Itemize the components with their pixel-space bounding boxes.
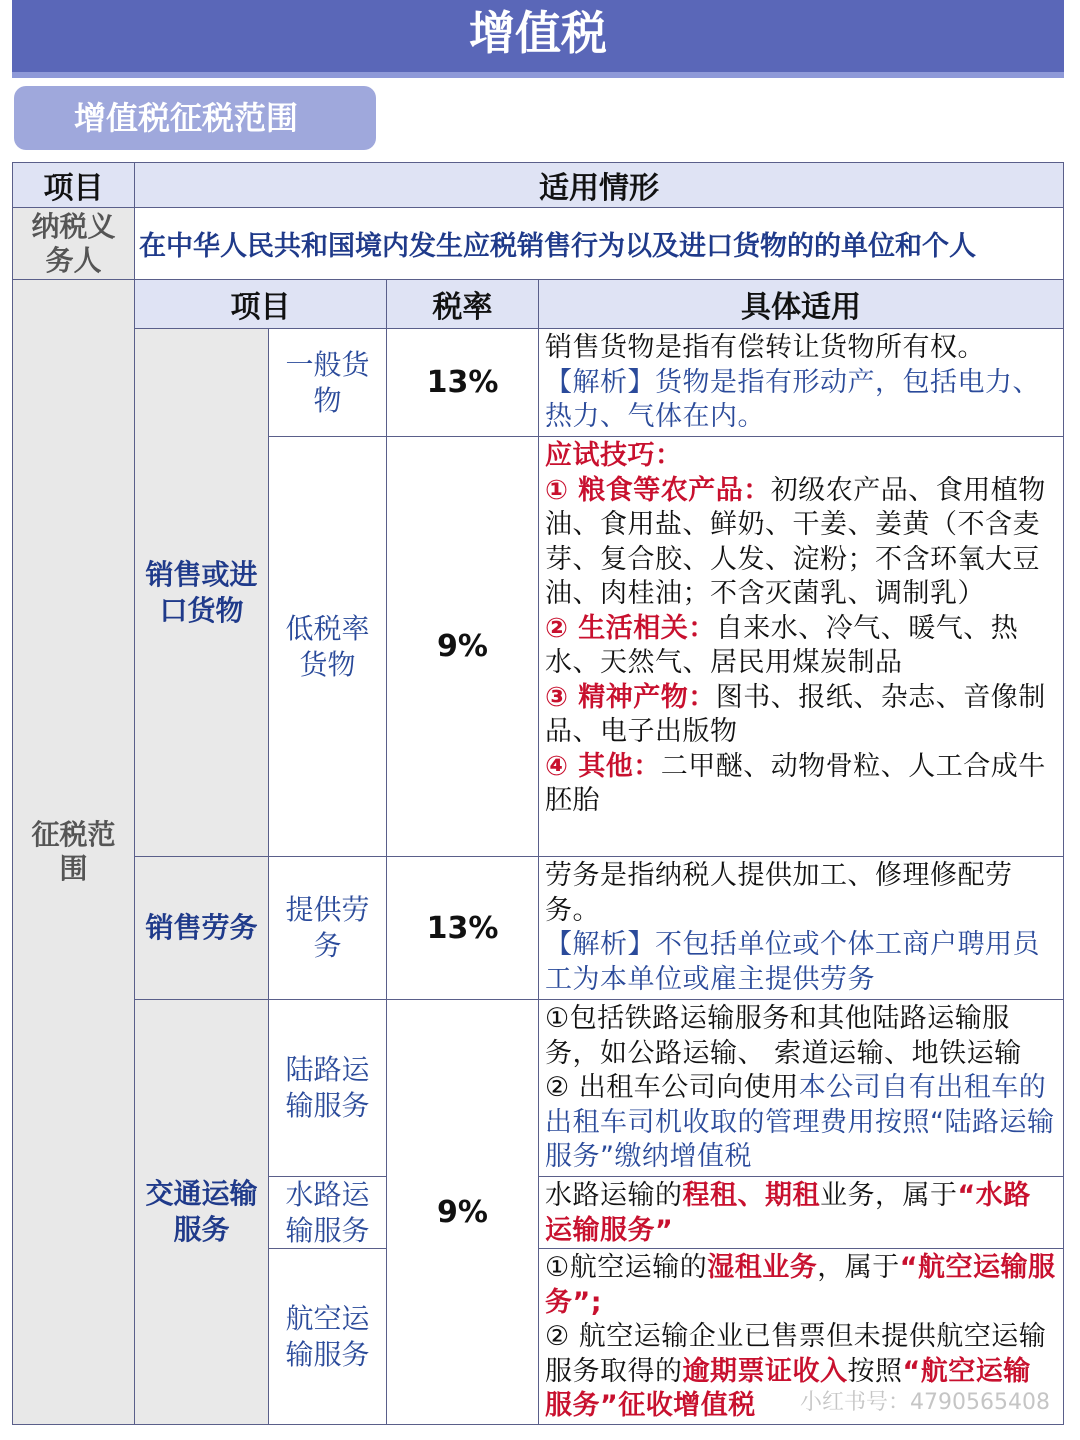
water-t1: 水路运输的 <box>545 1180 683 1211</box>
air-b4: “航空运输服务”征收增值税 <box>545 1355 1031 1421</box>
page-title: 增值税 <box>12 0 1064 78</box>
rate-low-rate-goods: 9% <box>386 436 539 857</box>
item2-text: 自来水、冷气、暖气、热水、天然气、居民用煤炭制品 <box>545 612 1019 678</box>
watermark: 小红书号：4790565408 <box>800 1390 1050 1415</box>
item1-title: ① 粮食等农产品： <box>545 474 771 506</box>
header-item: 项目 <box>12 162 135 208</box>
detail-labor <box>538 856 1064 1000</box>
detail-land-transport <box>538 999 1064 1177</box>
rate-transport: 9% <box>386 999 539 1425</box>
section-title: 增值税征税范围 <box>14 86 376 150</box>
header-situation: 适用情形 <box>134 162 1064 208</box>
subheader-detail: 具体适用 <box>538 279 1064 329</box>
rate-labor: 13% <box>386 856 539 1000</box>
water-t4: “水路运输服务” <box>545 1180 1031 1246</box>
detail-low-rate-goods <box>538 436 1064 857</box>
rate-general-goods: 13% <box>386 328 539 437</box>
air-a4: “航空运输服务”; <box>545 1252 1056 1318</box>
row-air-transport: 航空运输服务 <box>268 1248 387 1425</box>
category-transport: 交通运输服务 <box>134 999 269 1425</box>
land-line2b: 本公司自有出租车的出租车司机收取的管理费用按照“陆路运输服务”缴纳增值税 <box>545 1072 1055 1172</box>
row-labor: 提供劳务 <box>268 856 387 1000</box>
air-b1: ② 航空运输企业已售票但未提供航空运输服务取得的 <box>545 1321 1047 1387</box>
category-goods: 销售或进口货物 <box>134 328 269 857</box>
row-low-rate-goods: 低税率货物 <box>268 436 387 857</box>
row-water-transport: 水路运输服务 <box>268 1176 387 1249</box>
tips-label: 应试技巧： <box>545 440 683 471</box>
air-a3: ，属于 <box>817 1252 900 1283</box>
land-line2a: ② 出租车公司向使用 <box>545 1072 799 1103</box>
air-a1: ①航空运输的 <box>545 1252 708 1283</box>
category-labor: 销售劳务 <box>134 856 269 1000</box>
detail-general-goods <box>538 328 1064 437</box>
air-b3: 按照 <box>847 1355 903 1387</box>
row-general-goods: 一般货物 <box>268 328 387 437</box>
item3-title: ③ 精神产物： <box>545 681 716 713</box>
general-line2: 【解析】货物是指有形动产，包括电力、热力、气体在内。 <box>545 366 1040 432</box>
taxpayer-text: 在中华人民共和国境内发生应税销售行为以及进口货物的的单位和个人 <box>134 207 1064 280</box>
detail-water-transport <box>538 1176 1064 1249</box>
general-line1: 销售货物是指有偿转让货物所有权。 <box>545 332 985 363</box>
taxpayer-label: 纳税义务人 <box>12 207 135 280</box>
air-b2: 逾期票证收入 <box>682 1355 848 1387</box>
item3-text: 图书、报纸、杂志、音像制品、电子出版物 <box>545 681 1046 747</box>
item4-title: ④ 其他： <box>545 750 661 782</box>
item2-title: ② 生活相关： <box>545 612 716 644</box>
air-a2: 湿租业务 <box>707 1252 818 1283</box>
scope-label: 征税范围 <box>12 279 135 1425</box>
item1-text: 初级农产品、食用植物油、食用盐、鲜奶、干姜、姜黄（不含麦芽、复合胶、人发、淀粉；不含环氧大豆油、肉桂油；不含灭菌乳、调制乳） <box>545 474 1046 609</box>
subheader-rate: 税率 <box>386 279 539 329</box>
row-land-transport: 陆路运输服务 <box>268 999 387 1177</box>
labor-line1: 劳务是指纳税人提供加工、修理修配劳务。 <box>545 860 1013 926</box>
water-t2: 程租、期租 <box>682 1180 820 1211</box>
water-t3: 业务，属于 <box>820 1180 958 1211</box>
subheader-item: 项目 <box>134 279 387 329</box>
item4-text: 二甲醚、动物骨粒、人工合成牛胚胎 <box>545 750 1046 816</box>
labor-line2: 【解析】不包括单位或个体工商户聘用员工为本单位或雇主提供劳务 <box>545 929 1040 995</box>
land-line1: ①包括铁路运输服务和其他陆路运输服务，如公路运输、 索道运输、地铁运输 <box>545 1003 1022 1069</box>
